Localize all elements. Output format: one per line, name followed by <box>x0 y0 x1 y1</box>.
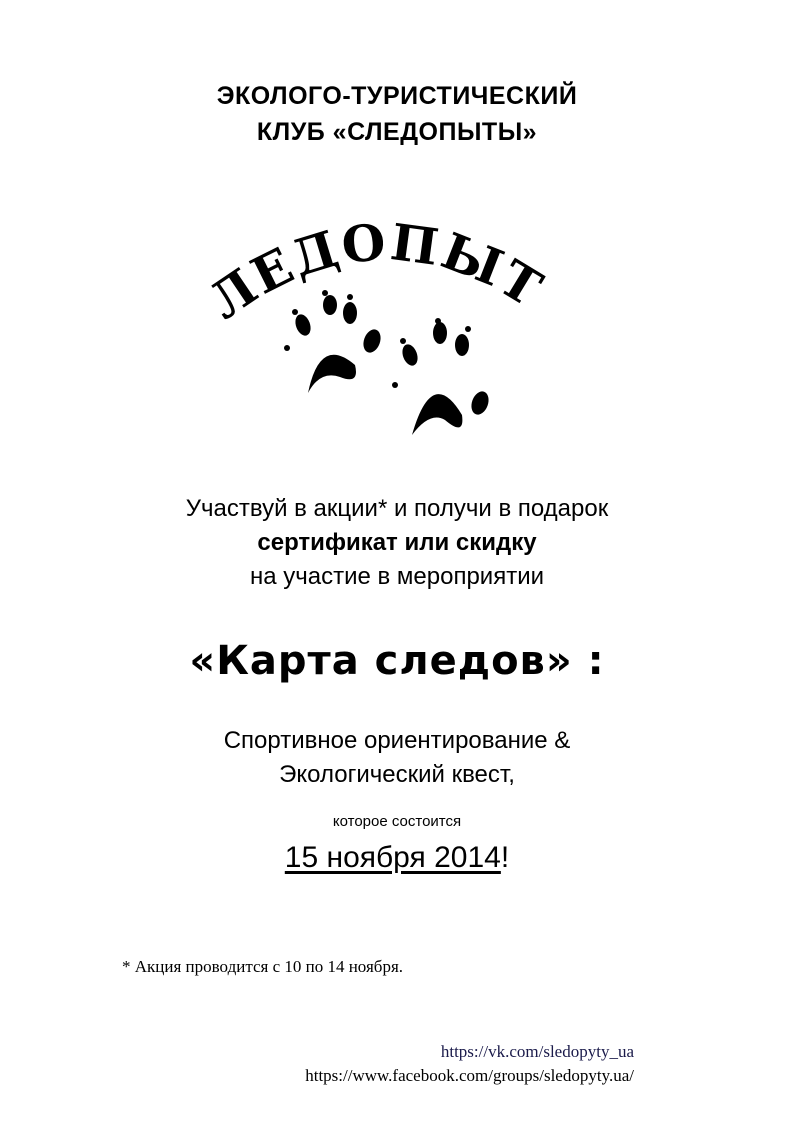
promo-text <box>0 492 794 594</box>
vk-link[interactable]: https://vk.com/sledopyty_ua <box>440 1042 634 1061</box>
social-links <box>305 1040 634 1088</box>
club-title-line-2: КЛУБ «СЛЕДОПЫТЫ» <box>256 118 538 146</box>
promo-line-2: сертификат или скидку <box>257 529 537 556</box>
event-description <box>0 724 794 792</box>
club-logo <box>200 215 570 445</box>
event-desc-line-2: Экологический квест, <box>279 761 515 788</box>
footnote: * Акция проводится с 10 по 14 ноября. <box>122 957 404 976</box>
event-date-suffix: ! <box>500 841 510 874</box>
svg-text:СЛЕДОПЫТЫ <box>200 215 553 331</box>
club-title-line-1: ЭКОЛОГО-ТУРИСТИЧЕСКИЙ <box>216 82 578 110</box>
promo-line-3: на участие в мероприятии <box>249 563 545 590</box>
event-date-row <box>0 838 794 878</box>
event-desc-line-1: Спортивное ориентирование & <box>223 727 571 754</box>
logo-wordmark: ЛЕДОПЫТ <box>200 215 554 331</box>
held-label: которое состоится <box>332 813 462 830</box>
right-paw-icon <box>392 318 492 435</box>
event-date: 15 ноября 2014 <box>284 841 501 874</box>
paw-prints-icon <box>200 215 570 445</box>
club-title <box>0 78 794 150</box>
promo-line-1: Участвуй в акции* и получи в подарок <box>185 495 609 522</box>
left-paw-icon <box>284 290 384 393</box>
event-title: «Карта следов» : <box>189 638 605 684</box>
facebook-link[interactable]: https://www.facebook.com/groups/sledopyty.ua/ <box>305 1066 634 1085</box>
